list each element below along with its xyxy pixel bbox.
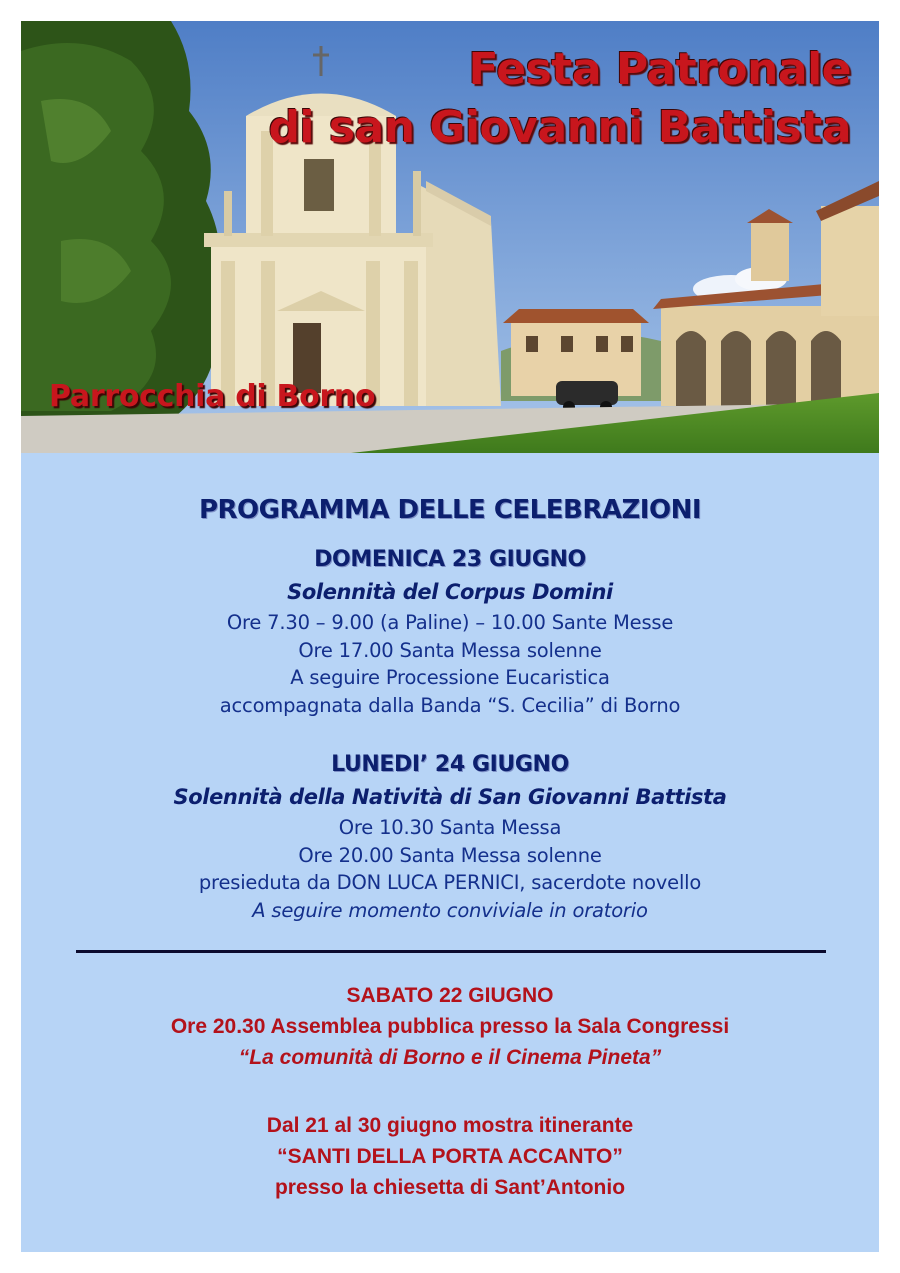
sunday-line-3: A seguire Processione Eucaristica <box>290 666 610 689</box>
title-line-1: Festa Patronale <box>468 44 851 95</box>
festival-title <box>268 41 851 157</box>
sunday-block <box>21 545 879 719</box>
sunday-line-2: Ore 17.00 Santa Messa solenne <box>298 638 602 662</box>
title-line-2: di san Giovanni Battista <box>268 102 851 153</box>
poster <box>21 21 879 1252</box>
program-heading: PROGRAMMA DELLE CELEBRAZIONI <box>198 495 702 525</box>
exhibition-location: presso la chiesetta di Sant’Antonio <box>274 1176 626 1199</box>
exhibition-event <box>21 1110 879 1203</box>
monday-line-4: A seguire momento conviviale in oratorio <box>252 898 648 922</box>
monday-line-2: Ore 20.00 Santa Messa solenne <box>298 843 602 867</box>
parish-name: Parrocchia di Borno <box>49 379 376 414</box>
monday-solemnity: Solennità della Natività di San Giovanni Battista <box>173 785 727 809</box>
saturday-day: SABATO 22 GIUGNO <box>346 984 554 1007</box>
sunday-day: DOMENICA 23 GIUGNO <box>314 547 586 572</box>
sunday-line-1: Ore 7.30 – 9.00 (a Paline) – 10.00 Sante Messe <box>226 611 674 634</box>
saturday-event <box>21 980 879 1073</box>
divider-line <box>76 950 826 953</box>
sunday-solemnity: Solennità del Corpus Domini <box>287 580 613 604</box>
exhibition-dates: Dal 21 al 30 giugno mostra itinerante <box>266 1114 634 1137</box>
exhibition-name: “SANTI DELLA PORTA ACCANTO” <box>277 1145 623 1168</box>
monday-block <box>21 750 879 924</box>
saturday-title: “La comunità di Borno e il Cinema Pineta” <box>238 1046 662 1069</box>
monday-line-3: presieduta da DON LUCA PERNICI, sacerdote novello <box>198 871 702 894</box>
monday-day: LUNEDI’ 24 GIUGNO <box>331 752 569 777</box>
monday-line-1: Ore 10.30 Santa Messa <box>338 816 562 839</box>
saturday-assembly: Ore 20.30 Assemblea pubblica presso la Sala Congressi <box>170 1015 730 1038</box>
sunday-line-4: accompagnata dalla Banda “S. Cecilia” di Borno <box>219 693 681 717</box>
